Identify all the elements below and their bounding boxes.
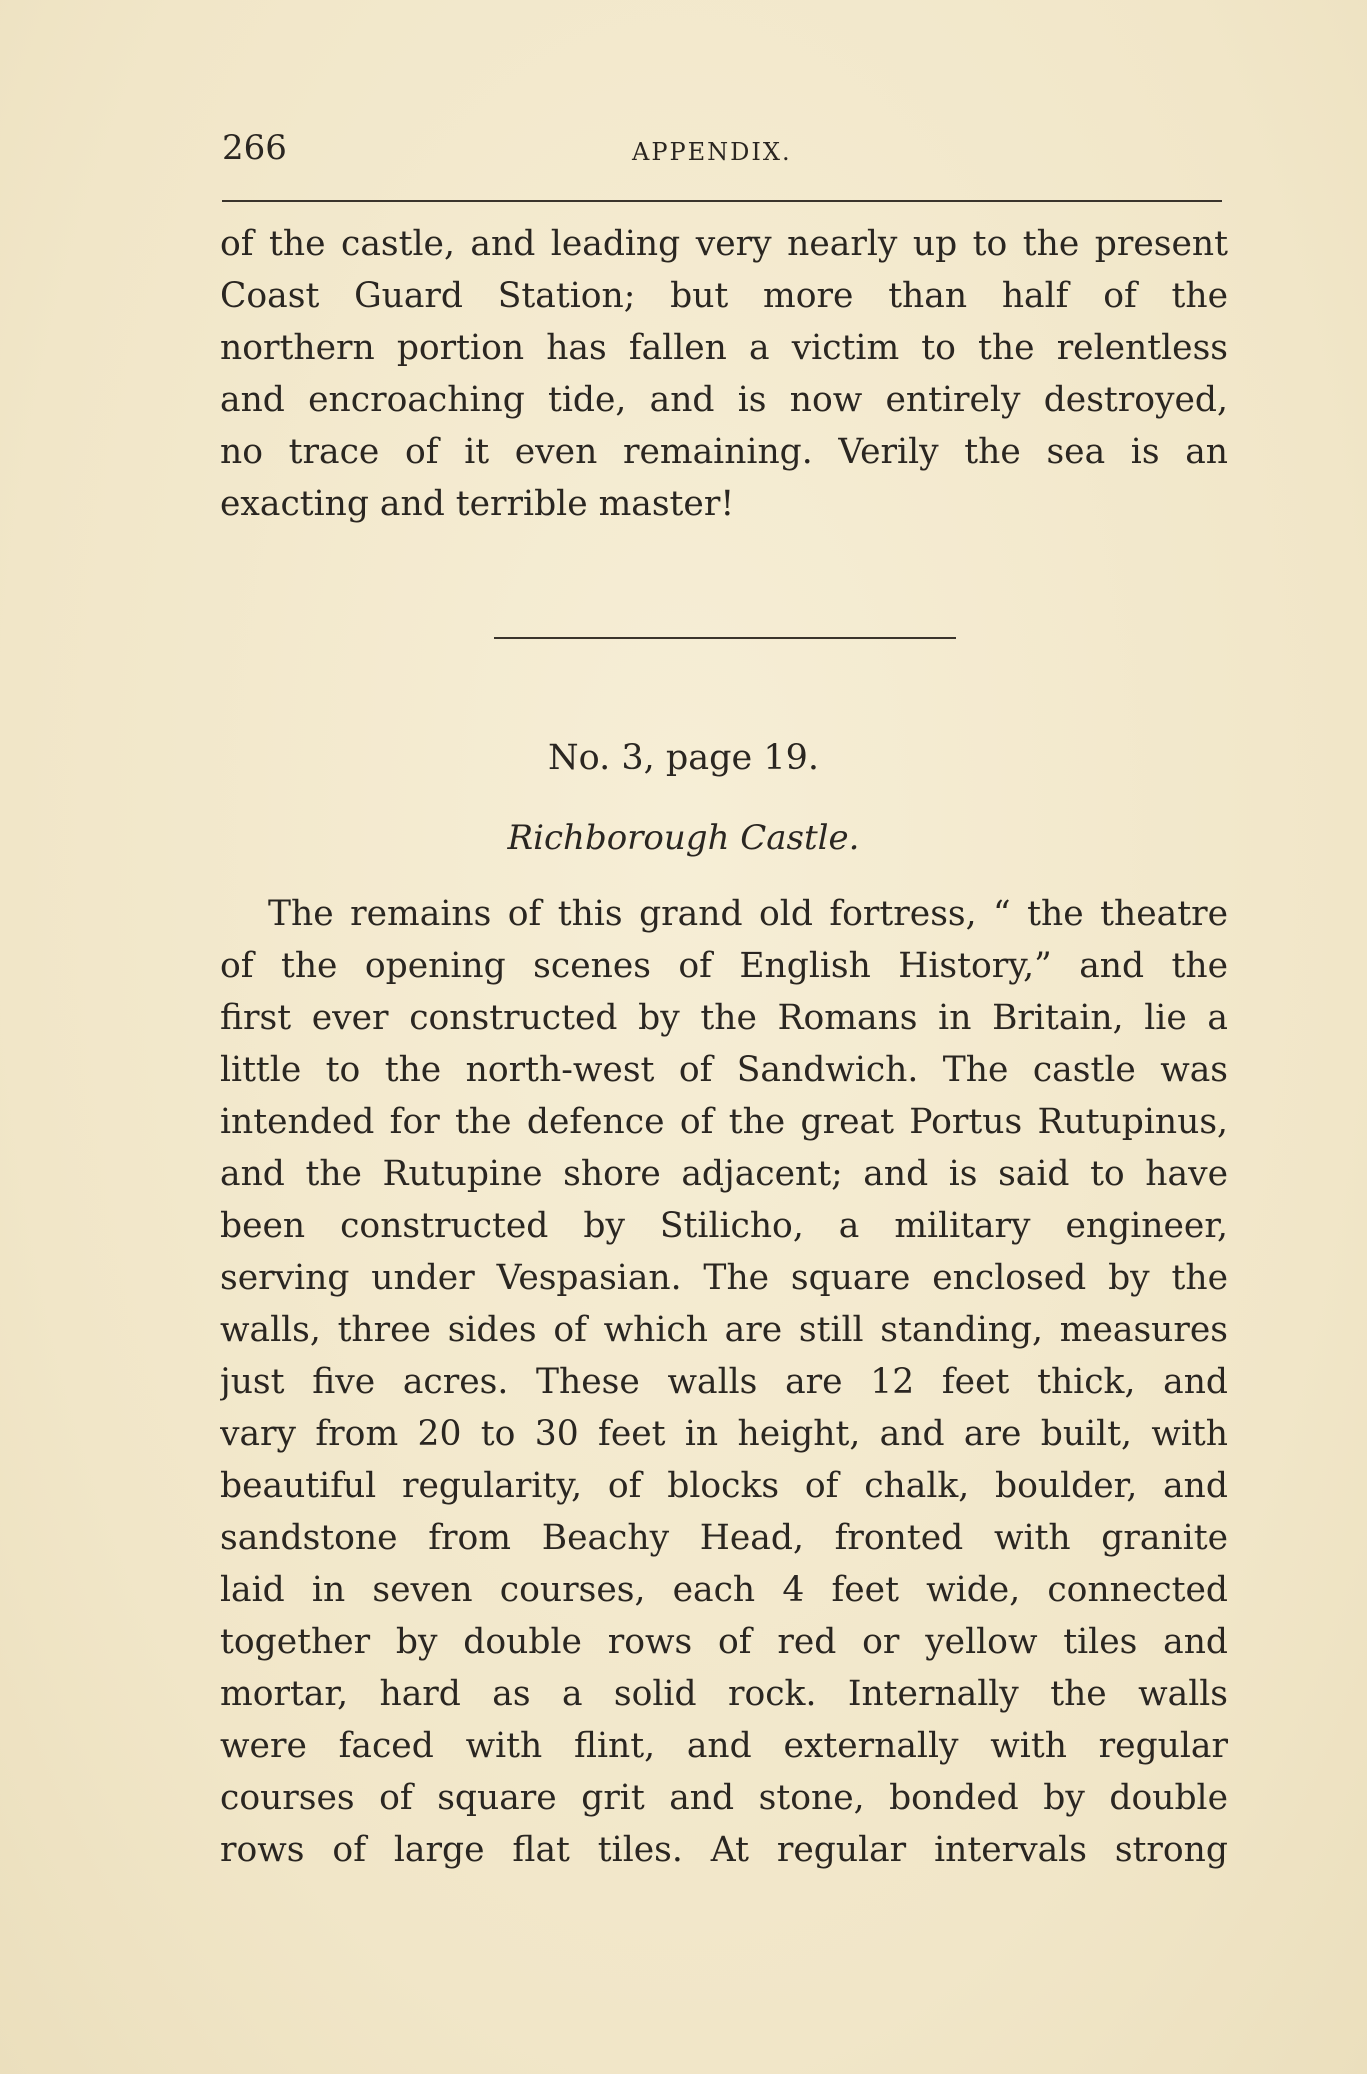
text-line: exacting and terrible master! xyxy=(220,484,735,524)
running-head xyxy=(222,128,1222,178)
text-line: The remains of this grand old fortress, “ the theatre xyxy=(268,894,1228,934)
text-line: laid in seven courses, each 4 feet wide, connected xyxy=(220,1570,1228,1610)
text-line: were faced with flint, and externally with regular xyxy=(220,1726,1228,1766)
page-number: 266 xyxy=(222,128,287,168)
paragraph-richborough xyxy=(220,888,1228,1876)
section-number: No. 3, page 19. xyxy=(547,738,820,778)
text-line: of the castle, and leading very nearly up to the present xyxy=(220,224,1228,264)
text-line: walls, three sides of which are still standing, measures xyxy=(220,1310,1228,1350)
text-line: Coast Guard Station; but more than half of the xyxy=(220,276,1228,316)
text-line: serving under Vespasian. The square enclosed by the xyxy=(220,1258,1228,1298)
text-line: of the opening scenes of English History,” and the xyxy=(220,946,1228,986)
text-line: northern portion has fallen a victim to the relentless xyxy=(220,328,1228,368)
section-title: Richborough Castle. xyxy=(507,818,860,858)
text-line: and encroaching tide, and is now entirely destroyed, xyxy=(220,380,1228,420)
text-line: rows of large flat tiles. At regular intervals strong xyxy=(220,1830,1228,1870)
text-line: first ever constructed by the Romans in Britain, lie a xyxy=(220,998,1228,1038)
text-line: no trace of it even remaining. Verily the sea is an xyxy=(220,432,1228,472)
text-line: intended for the defence of the great Portus Rutupinus, xyxy=(220,1102,1228,1142)
text-line: little to the north-west of Sandwich. The castle was xyxy=(220,1050,1228,1090)
text-line: mortar, hard as a solid rock. Internally the walls xyxy=(220,1674,1228,1714)
header-rule xyxy=(222,200,1222,202)
section-divider xyxy=(494,637,956,639)
text-line: courses of square grit and stone, bonded by double xyxy=(220,1778,1228,1818)
text-line: together by double rows of red or yellow tiles and xyxy=(220,1622,1228,1662)
text-line: vary from 20 to 30 feet in height, and are built, with xyxy=(220,1414,1228,1454)
running-title: APPENDIX. xyxy=(632,138,792,166)
text-line: been constructed by Stilicho, a military engineer, xyxy=(220,1206,1228,1246)
text-line: and the Rutupine shore adjacent; and is said to have xyxy=(220,1154,1228,1194)
text-line: beautiful regularity, of blocks of chalk, boulder, and xyxy=(220,1466,1228,1506)
paragraph-continuation xyxy=(220,218,1228,530)
text-line: just five acres. These walls are 12 feet thick, and xyxy=(220,1362,1228,1402)
text-line: sandstone from Beachy Head, fronted with granite xyxy=(220,1518,1228,1558)
